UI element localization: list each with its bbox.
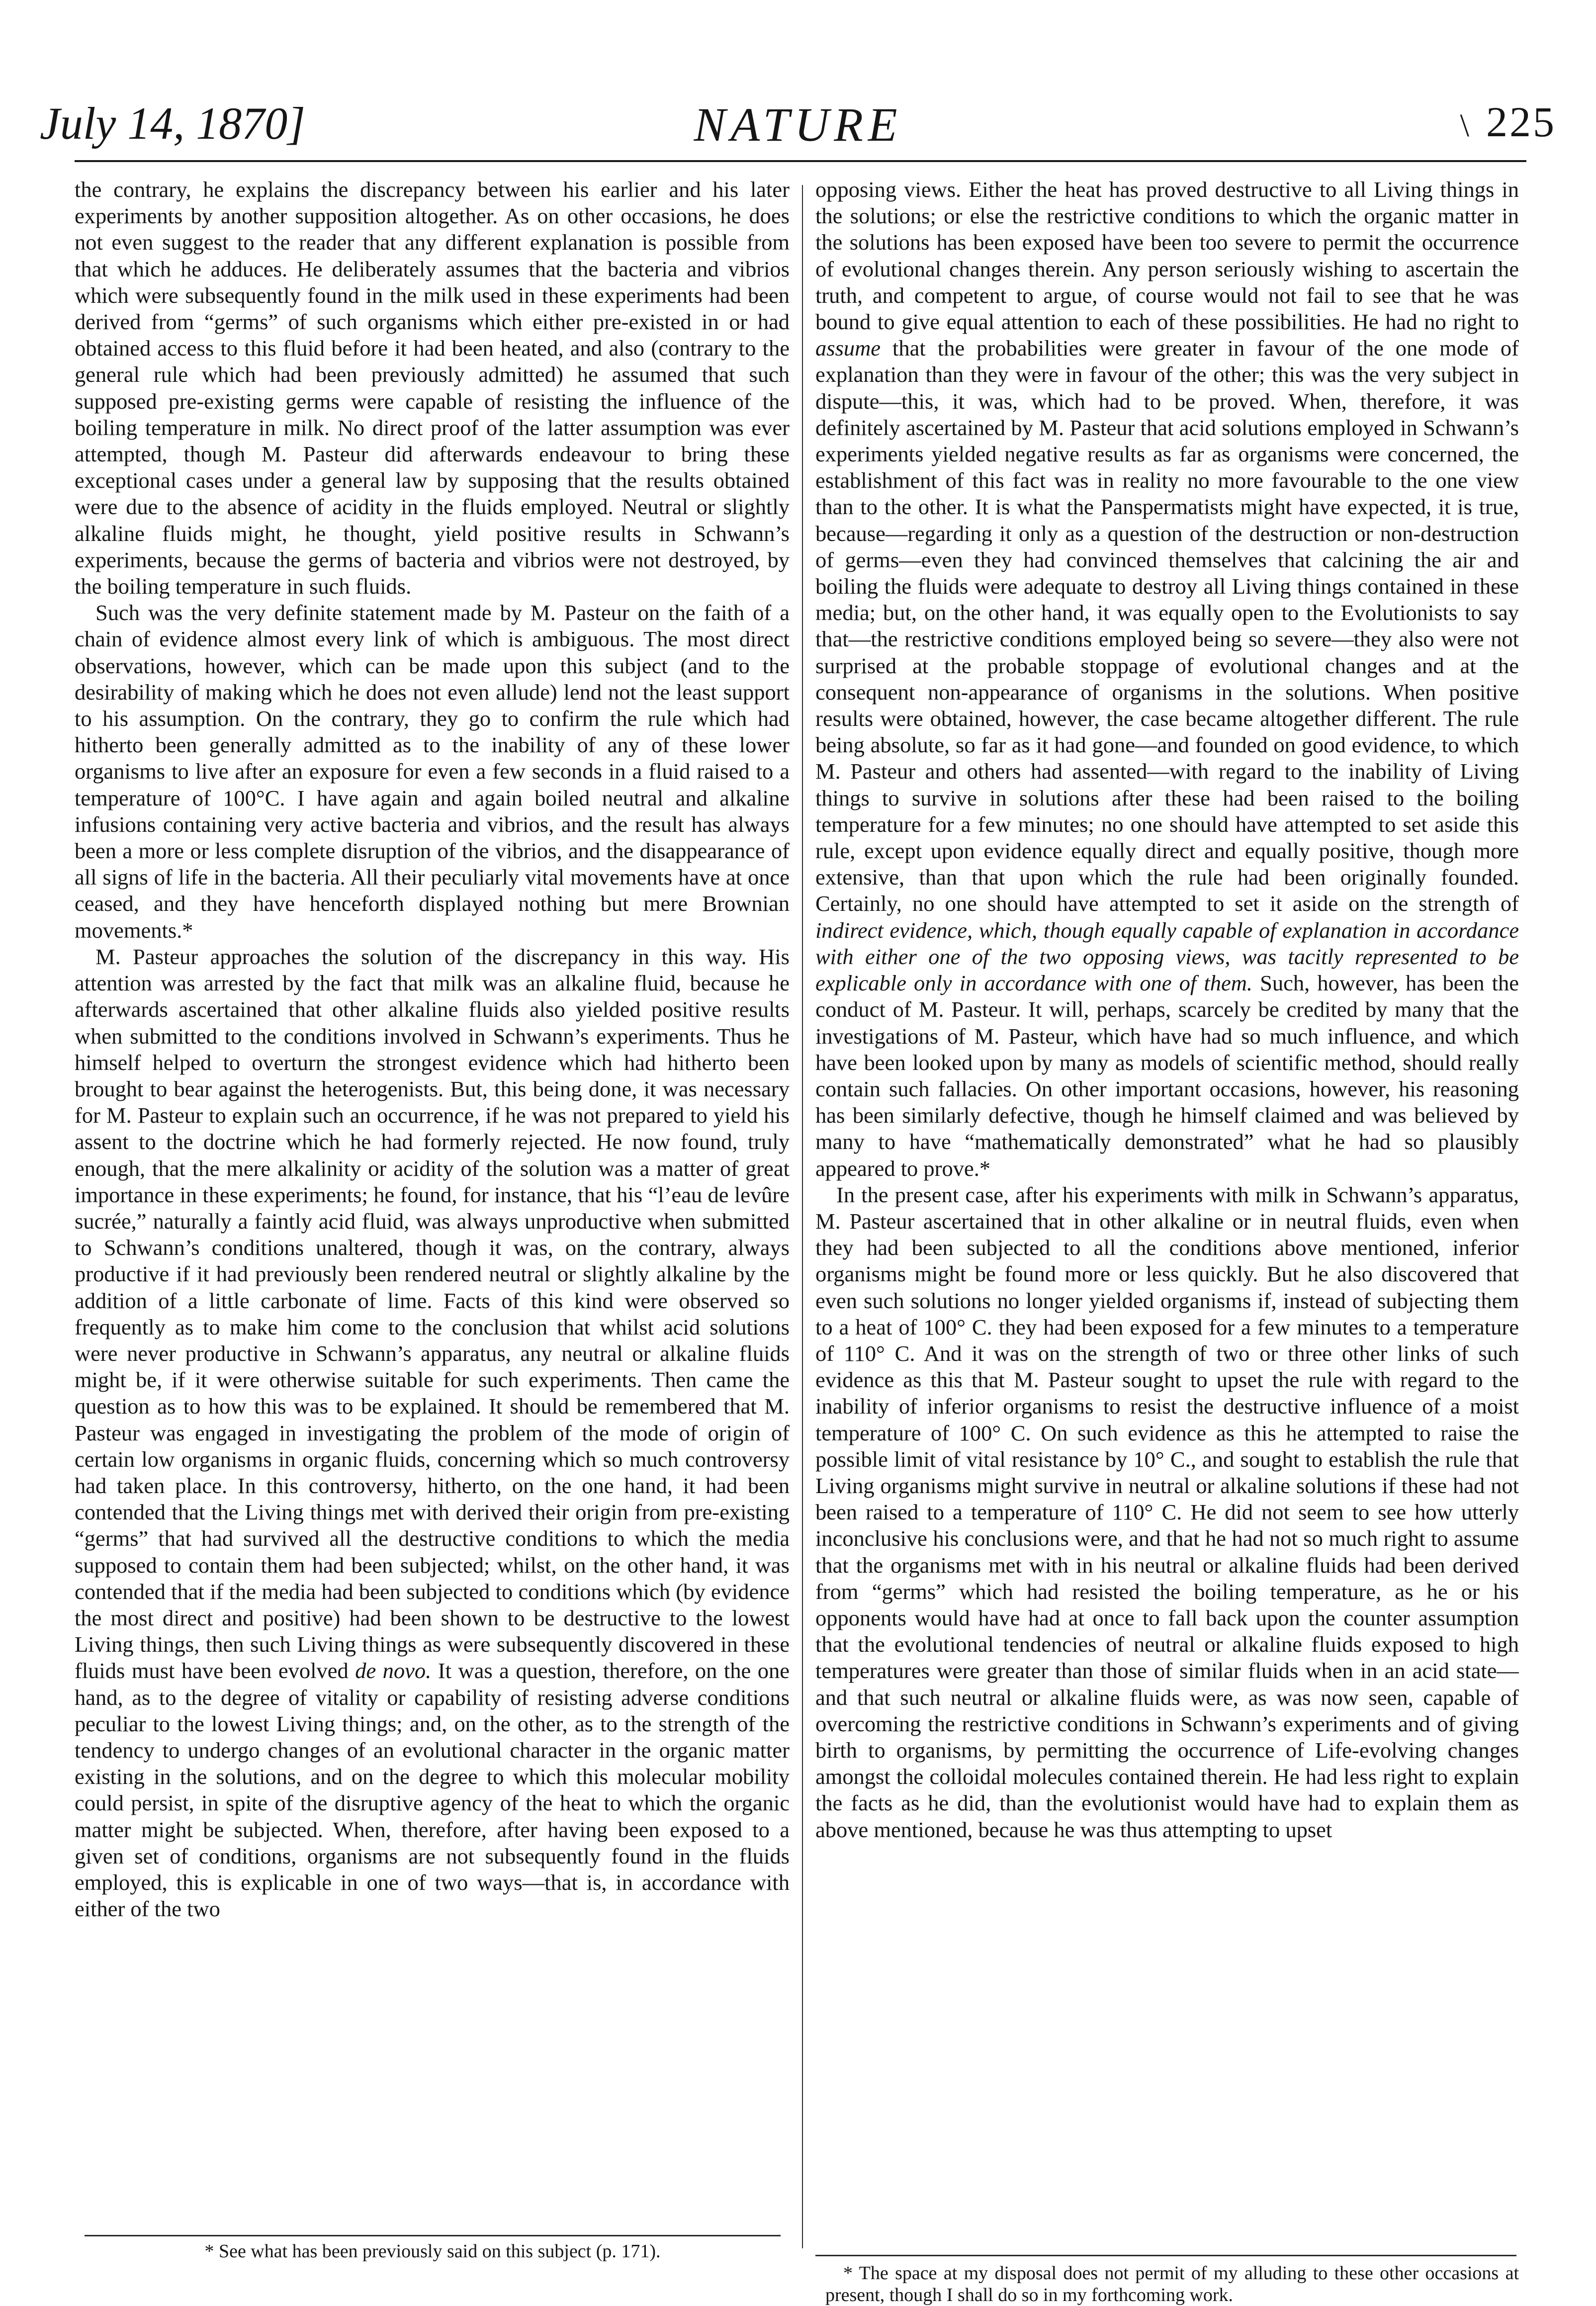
running-header	[40, 97, 1556, 162]
left-footnote-rule	[85, 2235, 781, 2236]
right-footnote-rule	[815, 2255, 1516, 2256]
right-paragraph-1-text: opposing views. Either the heat has proved destructive to all Living things in the solutions; or else the restrictive conditions to which the organic matter in the solutions has been exposed have been too severe to permit the occurrence of evolutional changes therein. Any person seriously wishing to ascertain the truth, and competent to argue, of course would not fail to see that he was bound to give equal attention to each of these possibilities. He had no right to	[815, 177, 1519, 335]
issue-date: July 14, 1870]	[40, 98, 306, 149]
right-paragraph-2: In the present case, after his experiments with milk in Schwann’s apparatus, M. Pasteur ascertained that in other alkaline or in neutral fluids, even when they had been subjected to all the conditions above mentioned, inferior organisms might be found more or less quickly. But he also discovered that even such solutions no longer yielded organisms if, instead of subjecting them to a heat of 100° C. they had been exposed for a few minutes to a temperature of 110° C. And it was on the strength of two or three other links of such evidence as this that M. Pasteur sought to upset the rule with regard to the inability of inferior organisms to resist the destructive influence of a moist temperature of 100° C. On such evidence as this he attempted to raise the possible limit of vital resistance by 10° C., and sought to establish the rule that Living organisms might survive in neutral or alkaline solutions if these had not been raised to a temperature of 110° C. He did not seem to see how utterly inconclusive his conclusions were, and that he had not so much right to assume that the organisms met with in his neutral or alkaline fluids had been derived from “germs” which had resisted the boiling temperature, as he or his opponents would have had at once to fall back upon the counter assumption that the evolutional tendencies of neutral or alkaline fluids exposed to high temperatures were greater than those of similar fluids when in an acid state—and that such neutral or alkaline fluids were, as was now seen, capable of overcoming the restrictive conditions in Schwann’s experiments and of giving birth to organisms, by permitting the occurrence of Life-evolving changes amongst the colloidal molecules contained therein. He had less right to explain the facts as he did, than the evolutionist would have had to explain them as above mentioned, because he was thus attempting to upset	[815, 1182, 1519, 1842]
left-paragraph-1: the contrary, he explains the discrepancy between his earlier and his later experiments by another supposition altogether. As on other occasions, he does not even suggest to the reader that any different explanation is possible from that which he adduces. He deliberately assumes that the bacteria and vibrios which were subsequently found in the milk used in these experiments had been derived from “germs” of such organisms which either pre-existed in or had obtained access to this fluid before it had been heated, and also (contrary to the general rule which had been previously admitted) he assumed that such supposed pre-existing germs were capable of resisting the influence of the boiling temperature in milk. No direct proof of the latter assumption was ever attempted, though M. Pasteur did afterwards endeavour to bring these exceptional cases under a general law by supposing that the results obtained were due to the absence of acidity in the fluids employed. Neutral or slightly alkaline fluids might, he thought, yield positive results in Schwann’s experiments, because the germs of bacteria and vibrios were not destroyed, by the boiling temperature in such fluids.	[75, 177, 790, 599]
left-paragraph-3-end: It was a question, therefore, on the one hand, as to the degree of vitality or capability of resisting adverse conditions peculiar to the lowest Living things; and, on the other, as to the strength of the tendency to undergo changes of an evolutional character in the organic matter existing in the solutions, and on the degree to which this molecular mobility could persist, in spite of the disruptive agency of the heat to which the organic matter might be subjected. When, therefore, after having been exposed to a given set of conditions, organisms are not subsequently found in the fluids employed, this is explicable in one of two ways—that is, in accordance with either of the two	[75, 1658, 790, 1922]
right-column	[815, 177, 1519, 2242]
left-footnote: * See what has been previously said on this subject (p. 171).	[204, 2241, 661, 2262]
left-column	[75, 177, 790, 2242]
page-number-group	[1460, 97, 1556, 147]
journal-title: NATURE	[694, 98, 902, 151]
handwritten-mark: \	[1460, 107, 1471, 144]
right-paragraph-1-italic-2: indirect evidence, which, though equally capable of explanation in accordance with either one of the two opposing views, was tacitly represented to be explicable only in accordance with one of them.	[815, 917, 1519, 996]
left-paragraph-2: Such was the very definite statement made by M. Pasteur on the faith of a chain of evidence almost every link of which is ambiguous. The most direct observations, however, which can be made upon this subject (and to the desirability of making which he does not even allude) lend not the least support to his assumption. On the contrary, they go to confirm the rule which had hitherto been generally admitted as to the inability of any of these lower organisms to live after an exposure for even a few seconds in a fluid raised to a temperature of 100°C. I have again and again boiled neutral and alkaline infusions containing very active bacteria and vibrios, and the result has always been a more or less complete disruption of the vibrios, and the disappearance of all signs of life in the bacteria. All their peculiarly vital movements have at once ceased, and they have henceforth displayed nothing but mere Brownian movements.*	[75, 600, 790, 943]
right-paragraph-1-italic: assume	[815, 336, 881, 361]
header-rule	[75, 160, 1526, 162]
right-footnote: * The space at my disposal does not permit of my alluding to these other occasions at present, though I shall do so in my forthcoming work.	[825, 2263, 1519, 2306]
left-paragraph-3	[75, 944, 790, 1923]
page-number: 225	[1486, 98, 1556, 146]
left-paragraph-3-text: M. Pasteur approaches the solution of the discrepancy in this way. His attention was arrested by the fact that milk was an alkaline fluid, because he afterwards ascertained that other alkaline fluids also yielded positive results when submitted to the conditions involved in Schwann’s experiments. Thus he himself helped to overturn the strongest evidence which had hitherto been brought to bear against the heterogenists. But, this being done, it was necessary for M. Pasteur to explain such an occurrence, if he was not prepared to yield his assent to the doctrine which he had formerly rejected. He now found, truly enough, that the mere alkalinity or acidity of the solution was a matter of great importance in these experiments; he found, for instance, that his “l’eau de levûre sucrée,” naturally a faintly acid fluid, was always unproductive when submitted to Schwann’s conditions unaltered, though it was, on the contrary, always productive if it had previously been rendered neutral or slightly alkaline by the addition of a little carbonate of lime. Facts of this kind were observed so frequently as to make him come to the conclusion that whilst acid solutions were never productive in Schwann’s apparatus, any neutral or alkaline fluids might be, if it were otherwise suitable for such experiments. Then came the question as to how this was to be explained. It should be remembered that M. Pasteur was engaged in investigating the problem of the mode of origin of certain low organisms in organic fluids, concerning which so much controversy had taken place. In this controversy, hitherto, on the one hand, it had been contended that the Living things met with derived their origin from pre-existing “germs” that had survived all the destructive conditions to which the media supposed to contain them had been subjected; whilst, on the other hand, it was contended that if the media had been subjected to conditions which (by evidence the most direct and positive) had been shown to be destructive to the lowest Living things, then such Living things as were subsequently discovered in these fluids must have been evolved	[75, 944, 790, 1684]
right-paragraph-1-c: Such, however, has been the conduct of M. Pasteur. It will, perhaps, scarcely be credited by many that the investigations of M. Pasteur, which have had so much influence, and which have been looked upon by many as models of scientific method, should really contain such fallacies. On other important occasions, however, his reasoning has been similarly defective, though he himself claimed and was believed by many to have “mathematically demonstrated” what he had so plausibly appeared to prove.*	[815, 971, 1519, 1181]
left-paragraph-3-italic: de novo.	[355, 1658, 432, 1684]
column-divider	[802, 185, 803, 2248]
right-paragraph-1-b: that the probabilities were greater in favour of the one mode of explanation than they were in favour of the other; this was the very subject in dispute—this, it was, which had to be proved. When, therefore, it was definitely ascertained by M. Pasteur that acid solutions employed in Schwann’s experiments yielded negative results as far as organisms were concerned, the establishment of this fact was in reality no more favourable to the one view than to the other. It is what the Panspermatists might have expected, it is true, because—regarding it only as a question of the destruction or non-destruction of germs—even they had convinced themselves that calcining the air and boiling the fluids were adequate to destroy all Living things contained in these media; but, on the other hand, it was equally open to the Evolutionists to say that—the restrictive conditions employed being so severe—they also were not surprised at the probable stoppage of evolutional changes and at the consequent non-appearance of organisms in the solutions. When positive results were obtained, however, the case became altogether different. The rule being absolute, so far as it had gone—and founded on good evidence, to which M. Pasteur and others had assented—with regard to the inability of Living things to survive in solutions after these had been raised to the boiling temperature for a few minutes; no one should have attempted to set aside this rule, except upon evidence equally direct and equally positive, though more extensive, than that upon which the rule had been originally founded. Certainly, no one should have attempted to set it aside on the strength of	[815, 336, 1519, 916]
right-paragraph-1	[815, 177, 1519, 1182]
